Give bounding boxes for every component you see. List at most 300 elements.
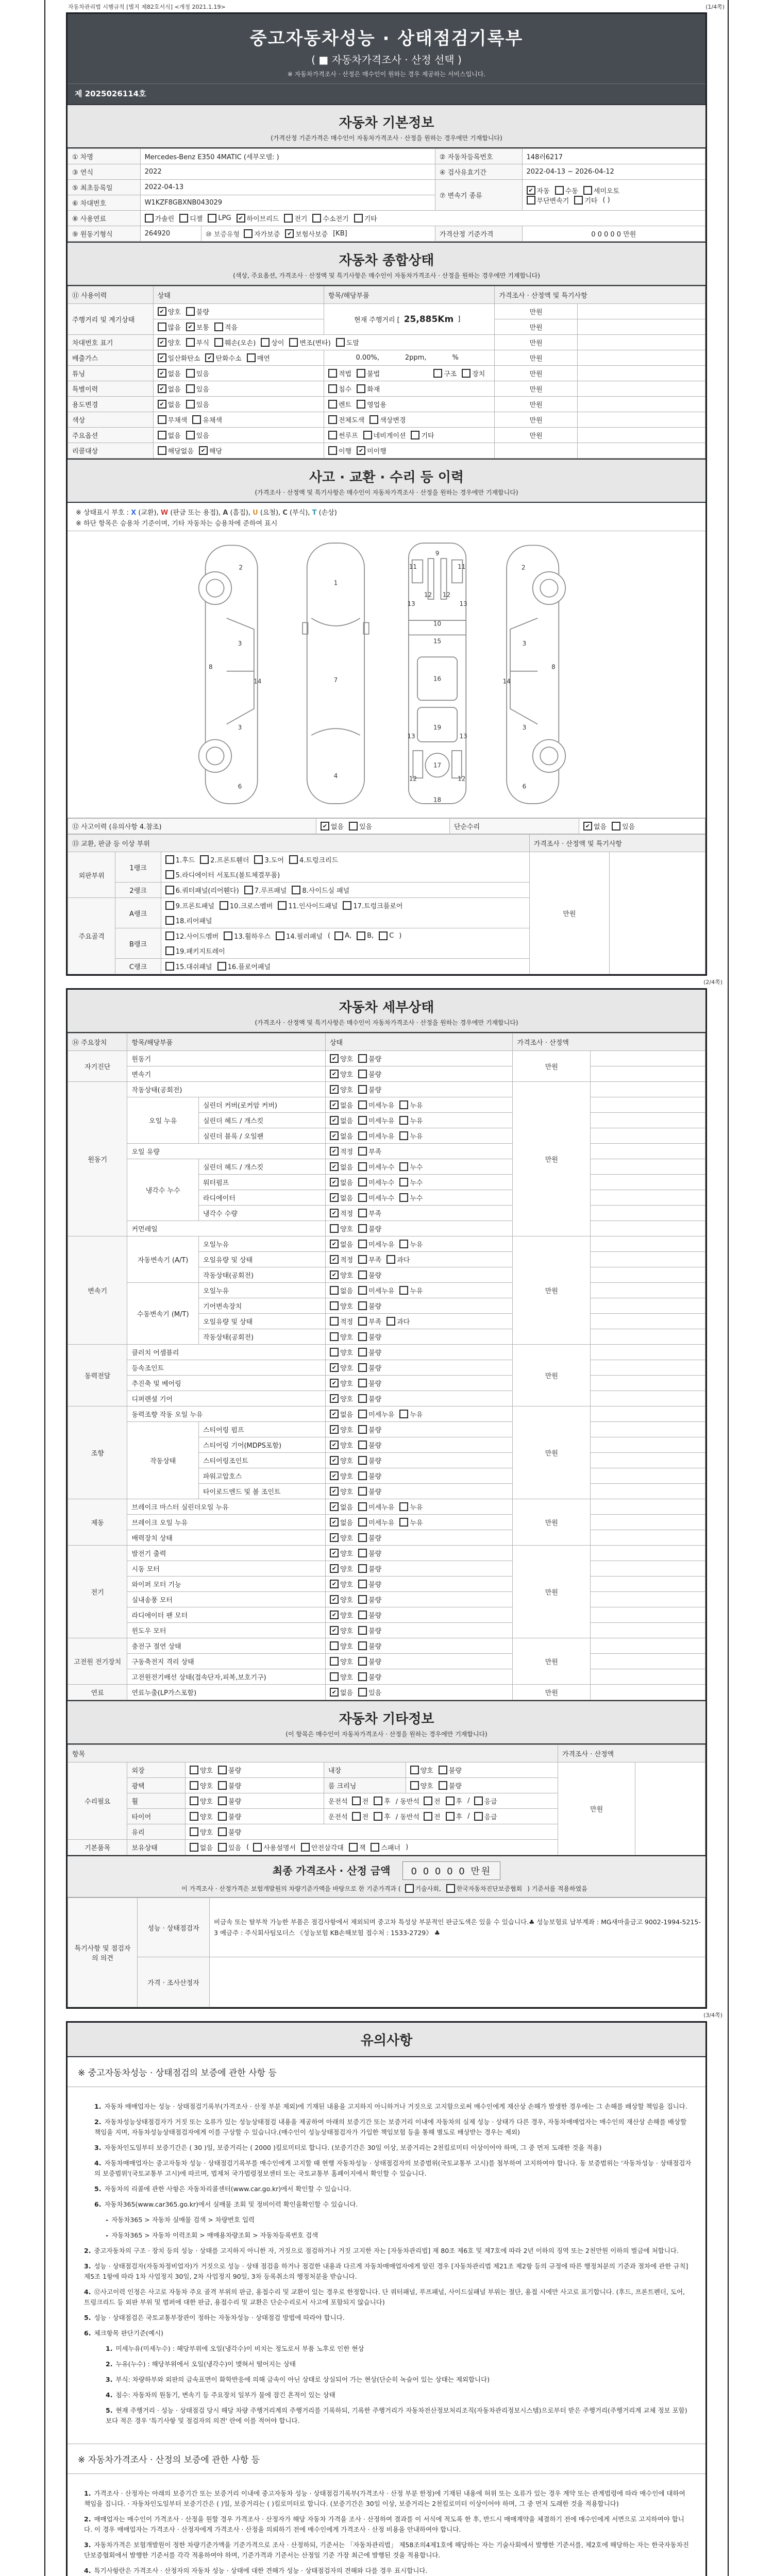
- checkbox-option[interactable]: 누유: [399, 1131, 423, 1141]
- checked-box-icon: ✔: [330, 1580, 339, 1588]
- checkbox-option[interactable]: 4.트렁크리드: [289, 855, 338, 865]
- checkbox-option[interactable]: 유채색: [192, 415, 222, 425]
- checkbox-option[interactable]: 14.필러패널: [276, 931, 323, 941]
- checkbox-option[interactable]: ✔ 해당: [199, 446, 222, 455]
- checkbox-option[interactable]: ✔ 없음: [330, 1162, 353, 1172]
- checkbox-option[interactable]: 과다: [386, 1316, 410, 1326]
- checkbox-option[interactable]: 양호: [330, 1347, 353, 1357]
- empty-box-icon: [358, 1131, 367, 1140]
- checkbox-option[interactable]: 양호: [330, 1656, 353, 1666]
- checkbox-option[interactable]: 있음: [186, 430, 209, 440]
- checkbox-option[interactable]: ✔ 적정: [330, 1255, 353, 1264]
- empty-box-icon: [399, 1131, 408, 1140]
- checkbox-option[interactable]: 불량: [358, 1301, 381, 1311]
- checkbox-option[interactable]: 양호: [190, 1796, 213, 1806]
- checkbox-option[interactable]: LPG: [208, 214, 231, 223]
- empty-box-icon: [358, 1348, 367, 1357]
- checkbox-option[interactable]: ✔ 없음: [330, 1193, 353, 1202]
- empty-box-icon: [358, 1255, 367, 1264]
- checkbox-option[interactable]: ✔ 없음: [330, 1409, 353, 1419]
- checkbox-option[interactable]: 누수: [399, 1177, 423, 1187]
- checkbox-option[interactable]: 자가보증: [244, 229, 280, 239]
- checked-box-icon: ✔: [330, 1440, 339, 1449]
- checkbox-option[interactable]: 누유: [399, 1239, 423, 1249]
- checkbox-option[interactable]: 후: [446, 1796, 463, 1806]
- checkbox-option[interactable]: 양호: [190, 1811, 213, 1821]
- checkbox-option[interactable]: 불량: [358, 1440, 381, 1450]
- checkbox-option[interactable]: 매연: [247, 353, 270, 363]
- checkbox-option[interactable]: 있음: [358, 1687, 381, 1697]
- checkbox-option[interactable]: 9.프론트패널: [165, 901, 214, 910]
- checkbox-option[interactable]: 전체도색: [328, 415, 364, 425]
- checkbox-option[interactable]: 13.휠하우스: [224, 931, 271, 941]
- checkbox-option[interactable]: 불량: [218, 1827, 241, 1837]
- empty-box-icon: [446, 1884, 455, 1893]
- checkbox-option[interactable]: 도말: [336, 337, 359, 347]
- checkbox-option[interactable]: 수소전기: [312, 213, 348, 223]
- checkbox-option[interactable]: 불량: [358, 1610, 381, 1620]
- checkbox-option[interactable]: ✔ 양호: [330, 1455, 353, 1465]
- checkbox-option[interactable]: 불량: [358, 1625, 381, 1635]
- checkbox-option[interactable]: 17.트렁크플로어: [343, 901, 402, 910]
- table-row: 고전원전기배선 상태(접속단자,피복,보호기구) 양호 불량: [68, 1669, 705, 1685]
- empty-box-icon: [334, 931, 343, 940]
- checkbox-option[interactable]: ✔ 없음: [330, 1239, 353, 1249]
- checkbox-option[interactable]: 불량: [358, 1471, 381, 1481]
- checkbox-option[interactable]: 불량: [358, 1656, 381, 1666]
- checkbox-option[interactable]: 불량: [358, 1595, 381, 1604]
- checkbox-option[interactable]: 있음: [218, 1842, 241, 1852]
- final-price-value: 0 0 0 0 0 만원: [402, 1861, 501, 1880]
- checkbox-option[interactable]: 미세누유: [358, 1100, 394, 1110]
- checked-box-icon: ✔: [330, 1502, 339, 1511]
- checkbox-option[interactable]: 양호: [330, 1641, 353, 1651]
- section-accident-title: 사고 · 교환 · 수리 등 이력: [309, 470, 464, 485]
- checkbox-option[interactable]: 불량: [358, 1270, 381, 1280]
- checkbox-option[interactable]: 11.인사이드패널: [278, 901, 338, 910]
- checked-box-icon: ✔: [330, 1193, 339, 1202]
- checkbox-option[interactable]: 있음: [612, 821, 635, 831]
- checkbox-option[interactable]: 안전삼각대: [301, 1842, 344, 1852]
- checkbox-option[interactable]: ✔ 없음: [330, 1131, 353, 1141]
- section-etc-subtitle: (이 항목은 매수인이 자동차가격조사 · 산정을 원하는 경우에만 기재합니다): [285, 1731, 488, 1738]
- notice-list-1: [68, 2087, 705, 2444]
- checkbox-option[interactable]: 전: [352, 1811, 369, 1821]
- empty-box-icon: [190, 1781, 198, 1790]
- empty-box-icon: [371, 1843, 379, 1852]
- checkbox-option[interactable]: 19.패키지트레이: [165, 946, 225, 956]
- checkbox-option[interactable]: ✔ 양호: [330, 1595, 353, 1604]
- empty-box-icon: [330, 1641, 339, 1650]
- checkbox-option[interactable]: ✔ 양호: [330, 1625, 353, 1635]
- table-row: 작동상태(공회전) 양호 불량: [68, 1329, 705, 1345]
- checkbox-option[interactable]: ✔ 양호: [330, 1471, 353, 1481]
- checkbox-option[interactable]: 전: [352, 1796, 369, 1806]
- checkbox-option[interactable]: ✔ 양호: [330, 1440, 353, 1450]
- transmission-type-checks: ✔ 자동 수동 세미오토 무단변속기 기타 ( ): [522, 180, 705, 211]
- checkbox-option[interactable]: B,: [357, 931, 374, 940]
- checkbox-option[interactable]: C: [379, 931, 394, 940]
- checkbox-option[interactable]: 불량: [218, 1781, 241, 1790]
- final-price-note: 이 가격조사 · 산정가격은 보험개발원의 차량기준가액을 바탕으로 한 기준가격과 ( 기술사회, 한국자동차진단보증협회 ) 기준서를 적용하였음: [181, 1885, 587, 1892]
- empty-box-icon: [583, 186, 592, 195]
- checkbox-option[interactable]: 누유: [399, 1100, 423, 1110]
- empty-box-icon: [328, 415, 337, 424]
- checkbox-option[interactable]: 화재: [357, 384, 380, 394]
- checkbox-option[interactable]: ✔ 양호: [330, 1548, 353, 1558]
- checkbox-option[interactable]: 부족: [358, 1316, 381, 1326]
- checkbox-option[interactable]: 불량: [439, 1765, 462, 1775]
- checkbox-option[interactable]: 적음: [214, 322, 238, 332]
- checkbox-option[interactable]: 5.라디에이터 서포트(볼트체결부품): [165, 870, 280, 879]
- notice-subheading-2: ※ 자동차가격조사 · 산정의 보증에 관한 사항 등: [68, 2444, 705, 2474]
- checkbox-option[interactable]: 렌트: [328, 399, 351, 409]
- empty-box-icon: [190, 1766, 198, 1774]
- table-row: 조향 동력조향 작동 오일 누유 ✔ 없음 미세누유 누유 만원: [68, 1406, 705, 1422]
- checkbox-option[interactable]: 양호: [330, 1301, 353, 1311]
- empty-box-icon: [253, 1843, 262, 1852]
- empty-box-icon: [474, 1812, 483, 1821]
- checkbox-option[interactable]: ✔ 양호: [330, 1425, 353, 1434]
- checkbox-option[interactable]: 수동: [555, 185, 578, 195]
- checkbox-option[interactable]: 양호: [190, 1781, 213, 1790]
- checkbox-option[interactable]: ✔ 탄화수소: [205, 353, 241, 363]
- empty-box-icon: [330, 1301, 339, 1310]
- checkbox-option[interactable]: 불량: [218, 1811, 241, 1821]
- checkbox-option[interactable]: 미세누수: [358, 1177, 394, 1187]
- checkbox-option[interactable]: 불량: [218, 1765, 241, 1775]
- empty-box-icon: [374, 1812, 382, 1821]
- checkbox-option[interactable]: 18.리어패널: [165, 916, 212, 925]
- checkbox-option[interactable]: 12.사이드멤버: [165, 931, 219, 941]
- checkbox-option[interactable]: 이행: [328, 446, 351, 455]
- checkbox-option[interactable]: 무채색: [158, 415, 188, 425]
- checkbox-option[interactable]: ✔ 보험사보증: [285, 229, 328, 239]
- inspection-validity-value: 2022-04-13 ~ 2026-04-12: [522, 164, 705, 180]
- checkbox-option[interactable]: 불량: [358, 1641, 381, 1651]
- checkbox-option[interactable]: 가솔린: [145, 213, 175, 223]
- checkbox-option[interactable]: ✔ 미이행: [357, 446, 386, 455]
- checkbox-option[interactable]: ✔ 양호: [330, 1069, 353, 1079]
- checkbox-option[interactable]: ✔ 양호: [330, 1533, 353, 1543]
- checkbox-option[interactable]: 불량: [358, 1224, 381, 1233]
- table-row: 작동상태 스티어링 펌프 ✔ 양호 불량: [68, 1422, 705, 1437]
- checkbox-option[interactable]: A,: [334, 931, 351, 940]
- checkbox-option[interactable]: 전: [424, 1796, 441, 1806]
- empty-box-icon: [386, 1317, 395, 1326]
- checkbox-option[interactable]: ✔ 없음: [158, 384, 181, 394]
- checkbox-option[interactable]: ✔ 양호: [330, 1486, 353, 1496]
- checkbox-option[interactable]: ✔ 양호: [158, 337, 181, 347]
- checkbox-option[interactable]: 스패너: [371, 1842, 400, 1852]
- panel-number: 9: [435, 550, 440, 557]
- checkbox-option[interactable]: 미세누유: [358, 1131, 394, 1141]
- table-row: 파워고압호스 ✔ 양호 불량: [68, 1468, 705, 1484]
- empty-box-icon: [330, 1672, 339, 1681]
- checkbox-option[interactable]: 불량: [358, 1378, 381, 1388]
- checkbox-option[interactable]: 불량: [358, 1084, 381, 1094]
- checkbox-option[interactable]: ✔ 없음: [330, 1517, 353, 1527]
- checkbox-option[interactable]: 기타: [574, 195, 597, 205]
- checkbox-option[interactable]: 15.대쉬패널: [165, 961, 212, 971]
- checkbox-option[interactable]: ✔ 적정: [330, 1146, 353, 1156]
- checkbox-option[interactable]: ✔ 양호: [330, 1363, 353, 1372]
- checkbox-option[interactable]: 불량: [358, 1533, 381, 1543]
- table-row: 실린더 블록 / 오일팬 ✔ 없음 미세누유 누유: [68, 1128, 705, 1144]
- checkbox-option[interactable]: 변조(변타): [289, 337, 330, 347]
- checkbox-option[interactable]: 7.루프패널: [244, 885, 287, 895]
- checkbox-option[interactable]: 6.쿼터패널(리어휀다): [165, 885, 239, 895]
- checkbox-option[interactable]: 응급: [474, 1811, 497, 1821]
- checkbox-option[interactable]: 불량: [186, 307, 209, 316]
- checkbox-option[interactable]: 누수: [399, 1162, 423, 1172]
- checkbox-option[interactable]: ✔ 양호: [330, 1610, 353, 1620]
- checkbox-option[interactable]: 양호: [330, 1672, 353, 1682]
- checkbox-option[interactable]: 없음: [190, 1842, 213, 1852]
- checkbox-option[interactable]: 썬루프: [328, 430, 358, 440]
- checkbox-option[interactable]: 과다: [386, 1255, 410, 1264]
- checkbox-option[interactable]: 미세누유: [358, 1502, 394, 1512]
- checkbox-option[interactable]: 상이: [261, 337, 284, 347]
- checkbox-option[interactable]: 누유: [399, 1502, 423, 1512]
- checkbox-option[interactable]: 불량: [358, 1579, 381, 1589]
- checkbox-option[interactable]: ✔ 없음: [158, 399, 181, 409]
- checkbox-option[interactable]: 8.사이드실 패널: [292, 885, 349, 895]
- checkbox-option[interactable]: ✔ 보통: [186, 322, 209, 332]
- checkbox-option[interactable]: 전기: [284, 213, 307, 223]
- checkbox-option[interactable]: 응급: [474, 1796, 497, 1806]
- checkbox-option[interactable]: 후: [374, 1796, 391, 1806]
- notice-item: - 자동차365 > 자동차 실매물 검색 > 차량번호 입력: [106, 2216, 255, 2224]
- notice-item: 2. 매매업자는 매수인이 가격조사 · 산정을 원할 경우 가격조사 · 산정자가 해당 자동차 가격을 조사 · 산정하여 결과를 이 서식에 적도록 한 후, 반드시 매매계약을 체결하기 전에 매수인에게 서면으로 고지하여야 합니다. 이 경우 매매업자는 가격조사 · 산정자에게 가격조사 · 산정을 의뢰하기 전에 매수인에게 가격조사 · 산정 비용을 안내하여야 합니다.: [84, 2515, 684, 2533]
- empty-box-icon: [218, 1797, 227, 1805]
- checkbox-option[interactable]: ✔ 일산화탄소: [158, 353, 200, 363]
- checkbox-option[interactable]: 불량: [358, 1564, 381, 1573]
- checkbox-option[interactable]: ✔ 없음: [330, 1177, 353, 1187]
- checkbox-option[interactable]: 없음: [330, 1285, 353, 1295]
- section-notice-title: 유의사항: [360, 2033, 413, 2048]
- checkbox-option[interactable]: 불량: [358, 1069, 381, 1079]
- empty-box-icon: [462, 369, 470, 378]
- empty-box-icon: [410, 1766, 419, 1774]
- empty-box-icon: [358, 1549, 367, 1557]
- checkbox-option[interactable]: ✔ 양호: [330, 1579, 353, 1589]
- checkbox-option[interactable]: 전: [424, 1811, 441, 1821]
- checkbox-option[interactable]: ✔ 양호: [330, 1084, 353, 1094]
- empty-box-icon: [358, 1240, 367, 1248]
- section-etc-title: 자동차 기타정보: [339, 1711, 434, 1727]
- empty-box-icon: [217, 962, 226, 971]
- empty-box-icon: [190, 1812, 198, 1821]
- notice-item: 6. 자동차365(www.car365.go.kr)에서 실매물 조회 및 정비이력 확인을확인할 수 있습니다.: [94, 2200, 358, 2208]
- checkbox-option[interactable]: 미세누유: [358, 1115, 394, 1125]
- checkbox-option[interactable]: 한국자동차진단보증협회: [446, 1884, 523, 1893]
- checkbox-option[interactable]: 미세누유: [358, 1517, 394, 1527]
- checkbox-option[interactable]: 적법: [328, 368, 351, 378]
- checkbox-option[interactable]: 미세누수: [358, 1162, 394, 1172]
- checkbox-option[interactable]: ✔ 양호: [330, 1564, 353, 1573]
- checkbox-option[interactable]: 부족: [358, 1255, 381, 1264]
- checkbox-option[interactable]: 불량: [358, 1054, 381, 1063]
- table-row: 타이어 양호 불량 운전석 전 후 / 동반석 전 후 / 응급: [68, 1809, 705, 1824]
- checkbox-option[interactable]: 3.도어: [254, 855, 284, 865]
- checkbox-option[interactable]: 양호: [410, 1765, 433, 1775]
- table-row: ⑫ 사고이력 (유의사항 4.참조) ✔ 없음 있음 단순수리 ✔ 없음 있음: [68, 819, 705, 834]
- checkbox-option[interactable]: ✔ 양호: [330, 1270, 353, 1280]
- checkbox-option[interactable]: 불량: [358, 1548, 381, 1558]
- checkbox-option[interactable]: 불량: [358, 1486, 381, 1496]
- checkbox-option[interactable]: 있음: [349, 821, 372, 831]
- panel-number: 4: [333, 772, 338, 780]
- table-row: ⑥ 차대번호 W1KZF8GBXNB043029: [68, 195, 705, 211]
- table-row: 실린더 헤드 / 개스킷 ✔ 없음 미세누유 누유: [68, 1113, 705, 1128]
- checkbox-option[interactable]: 누유: [399, 1115, 423, 1125]
- checkbox-option[interactable]: ✔ 없음: [158, 368, 181, 378]
- checkbox-option[interactable]: 불량: [358, 1672, 381, 1682]
- checkbox-option[interactable]: 양호: [330, 1332, 353, 1342]
- empty-box-icon: [312, 214, 321, 223]
- checkbox-option[interactable]: 구조: [433, 368, 457, 378]
- empty-box-icon: [336, 338, 345, 347]
- checkbox-option[interactable]: ✔ 없음: [321, 821, 344, 831]
- table-row: 실내송풍 모터 ✔ 양호 불량: [68, 1592, 705, 1607]
- checked-box-icon: ✔: [330, 1471, 339, 1480]
- checkbox-option[interactable]: 네비게이션: [363, 430, 406, 440]
- checked-box-icon: ✔: [330, 1533, 339, 1542]
- checkbox-option[interactable]: 누유: [399, 1285, 423, 1295]
- checkbox-option[interactable]: 장치: [462, 368, 485, 378]
- checkbox-option[interactable]: 누수: [399, 1193, 423, 1202]
- checkbox-option[interactable]: 2.프론트휀더: [200, 855, 249, 865]
- checkbox-option[interactable]: 불량: [358, 1347, 381, 1357]
- page-3: [66, 2021, 707, 2576]
- form-rule-reference: 자동차관리법 시행규칙 [별지 제82호서식] <개정 2021.1.19>: [68, 4, 226, 10]
- checkbox-option[interactable]: 많음: [158, 322, 181, 332]
- checkbox-option[interactable]: 있음: [186, 384, 209, 394]
- checkbox-option[interactable]: 있음: [186, 399, 209, 409]
- checkbox-option[interactable]: ✔ 하이브리드: [237, 213, 279, 223]
- checkbox-option[interactable]: 미세누유: [358, 1239, 394, 1249]
- checkbox-option[interactable]: 불량: [358, 1363, 381, 1372]
- checkbox-option[interactable]: 적정: [330, 1316, 353, 1326]
- checkbox-option[interactable]: 1.후드: [165, 855, 195, 865]
- checkbox-option[interactable]: ✔ 없음: [583, 821, 607, 831]
- checkbox-option[interactable]: ✔ 양호: [330, 1378, 353, 1388]
- checkbox-option[interactable]: 양호: [190, 1827, 213, 1837]
- checkbox-option[interactable]: ✔ 양호: [330, 1394, 353, 1403]
- empty-box-icon: [358, 1564, 367, 1573]
- empty-box-icon: [446, 1812, 455, 1821]
- checkbox-option[interactable]: 미세누유: [358, 1409, 394, 1419]
- checkbox-option[interactable]: ✔ 없음: [330, 1687, 353, 1697]
- checkbox-option[interactable]: 불량: [358, 1455, 381, 1465]
- empty-box-icon: [358, 1224, 367, 1233]
- checkbox-option[interactable]: ✔ 적정: [330, 1208, 353, 1218]
- checkbox-option[interactable]: 침수: [328, 384, 351, 394]
- checkbox-option[interactable]: ✔ 없음: [330, 1502, 353, 1512]
- checkbox-option[interactable]: 부족: [358, 1146, 381, 1156]
- empty-box-icon: [357, 400, 365, 409]
- checkbox-option[interactable]: 사용설명서: [253, 1842, 296, 1852]
- table-row: 특기사항 및 점검자의 의견 성능 · 상태점검자 비금속 또는 탈부착 가능한 부품은 점검사항에서 제외되며 중고차 특성상 부분적인 판금도색은 있을 수 있습니다.♣ 성능보험료 납부계좌 : MG새마을금고 9002-1994-5215-3 예금주 : 주식회사팀모더스 《성능보험 KB손해보험 접수처 : 1533-2729》 ♣: [68, 1898, 705, 1957]
- checkbox-option[interactable]: 후: [446, 1811, 463, 1821]
- checkbox-option[interactable]: 불량: [218, 1796, 241, 1806]
- empty-box-icon: [358, 1317, 367, 1326]
- checkbox-option[interactable]: ✔ 양호: [158, 307, 181, 316]
- notice-item: 1. 가격조사 · 산정자는 아래의 보증기간 또는 보증거리 이내에 중고자동차 성능 · 상태점검기록부(가격조사 · 산정 부분 한정)에 기재된 내용에 허위 또는 오류가 있는 경우 계약 또는 관계법령에 따라 매수인에 대하여 책임을 집니다. · 자동차인도일부터 보증기간은 ( )일, 보증거리는 ( )킬로미터로 합니다. (보증기간은 30일 이상, 보증거리는 2천킬로미터 이상이어야 하며, 그 중 먼저 도래한 것을 적용합니다): [84, 2489, 685, 2507]
- checkbox-option[interactable]: 있음: [186, 368, 209, 378]
- checkbox-option[interactable]: 세미오토: [583, 185, 619, 195]
- checkbox-option[interactable]: 해당없음: [158, 446, 194, 455]
- table-row: 유리 양호 불량: [68, 1824, 705, 1840]
- checkbox-option[interactable]: 잭: [349, 1842, 366, 1852]
- checkbox-option[interactable]: 기술사회,: [405, 1884, 441, 1893]
- panel-number: 2: [521, 564, 526, 571]
- checkbox-option[interactable]: 누유: [399, 1409, 423, 1419]
- checkbox-option[interactable]: 기타: [354, 213, 377, 223]
- empty-box-icon: [278, 901, 287, 910]
- panel-number: 12: [458, 775, 466, 783]
- checkbox-option[interactable]: 무단변속기: [527, 195, 569, 205]
- checkbox-option[interactable]: 기타: [411, 430, 434, 440]
- checkbox-option[interactable]: ✔ 양호: [330, 1054, 353, 1063]
- checkbox-option[interactable]: 영업용: [357, 399, 386, 409]
- checkbox-option[interactable]: 양호: [330, 1224, 353, 1233]
- checkbox-option[interactable]: 양호: [190, 1765, 213, 1775]
- checkbox-option[interactable]: 불량: [358, 1425, 381, 1434]
- table-row: 수리필요 외장 양호 불량 내장 양호 불량 만원: [68, 1762, 705, 1778]
- checkbox-option[interactable]: ✔ 없음: [330, 1100, 353, 1110]
- table-row: 스티어링 기어(MDPS포함) ✔ 양호 불량: [68, 1437, 705, 1453]
- checkbox-option[interactable]: 미세누수: [358, 1193, 394, 1202]
- car-name-value: Mercedes-Benz E350 4MATIC (세부모델: ): [140, 149, 435, 164]
- checkbox-option[interactable]: 부식: [186, 337, 209, 347]
- table-row: 스티어링조인트 ✔ 양호 불량: [68, 1453, 705, 1468]
- checkbox-option[interactable]: 불량: [358, 1394, 381, 1403]
- checkbox-option[interactable]: 색상변경: [369, 415, 406, 425]
- checkbox-option[interactable]: 16.플로어패널: [217, 961, 271, 971]
- checkbox-option[interactable]: 불량: [358, 1332, 381, 1342]
- checkbox-option[interactable]: 불량: [439, 1781, 462, 1790]
- empty-box-icon: [357, 931, 365, 940]
- checkbox-option[interactable]: 훼손(오손): [214, 337, 256, 347]
- checkbox-option[interactable]: 없음: [158, 430, 181, 440]
- checked-box-icon: ✔: [357, 446, 365, 455]
- checkbox-option[interactable]: 부족: [358, 1208, 381, 1218]
- checkbox-option[interactable]: 양호: [410, 1781, 433, 1790]
- empty-box-icon: [186, 307, 195, 316]
- checkbox-option[interactable]: ✔ 자동: [527, 185, 550, 195]
- legend-letter: T: [312, 509, 317, 517]
- empty-box-icon: [358, 1286, 367, 1295]
- checkbox-option[interactable]: 불법: [357, 368, 380, 378]
- empty-box-icon: [399, 1240, 408, 1248]
- checked-box-icon: ✔: [330, 1270, 339, 1279]
- panel-number: 8: [551, 663, 556, 671]
- checkbox-option[interactable]: 누유: [399, 1517, 423, 1527]
- empty-box-icon: [358, 1162, 367, 1171]
- empty-box-icon: [218, 1843, 227, 1852]
- checkbox-option[interactable]: 디젤: [179, 213, 203, 223]
- empty-box-icon: [474, 1797, 483, 1805]
- table-header-row: ⑬ 교환, 판금 등 이상 부위 가격조사 · 산정액 및 특기사항: [68, 835, 705, 852]
- checkbox-option[interactable]: 미세누유: [358, 1285, 394, 1295]
- basic-info-table: [68, 148, 705, 242]
- checkbox-option[interactable]: ✔ 없음: [330, 1115, 353, 1125]
- empty-box-icon: [555, 186, 564, 195]
- checkbox-option[interactable]: 후: [374, 1811, 391, 1821]
- checkbox-option[interactable]: 10.크로스멤버: [220, 901, 273, 910]
